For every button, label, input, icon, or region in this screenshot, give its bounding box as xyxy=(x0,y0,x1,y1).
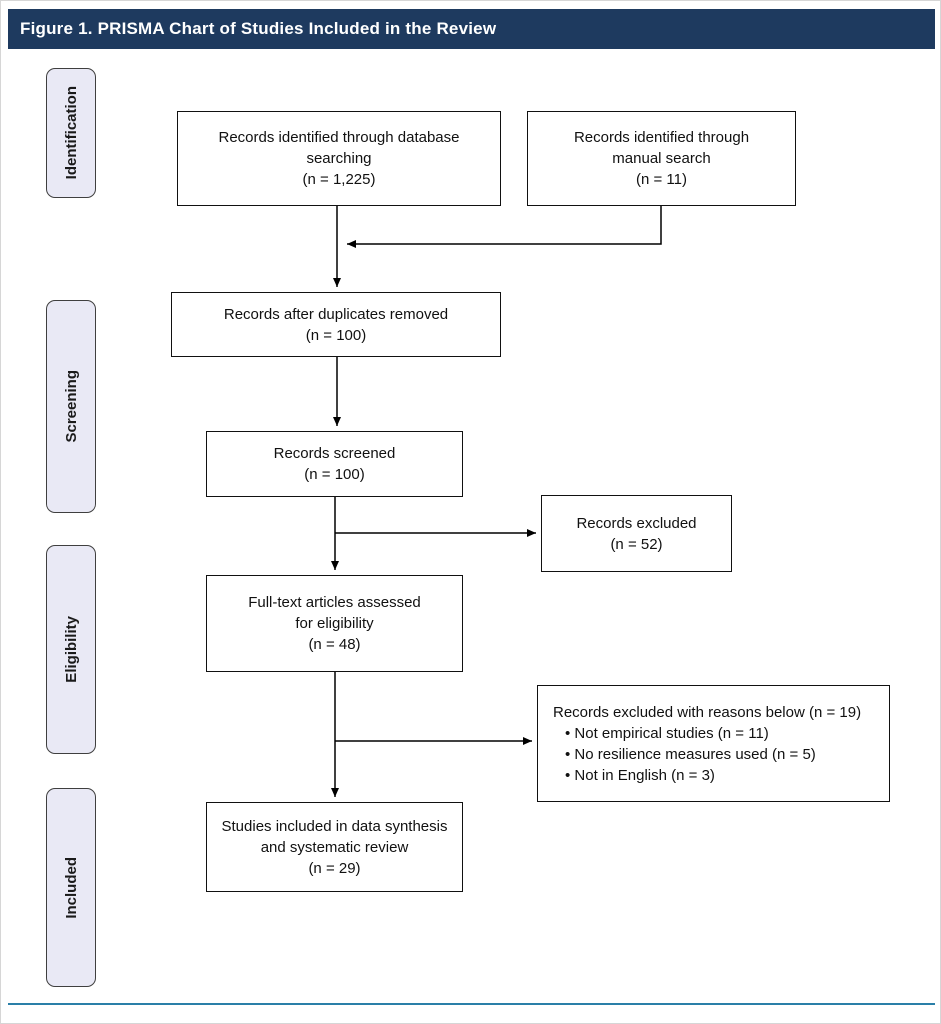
box-fulltext-assessed xyxy=(206,575,463,672)
figure-title: Figure 1. PRISMA Chart of Studies Included in the Review xyxy=(20,19,497,38)
stage-included xyxy=(46,788,96,987)
box-excluded-reason-1: • Not empirical studies (n = 11) xyxy=(565,724,769,742)
box-manual-search xyxy=(527,111,796,206)
box-excluded-with-reasons-heading: Records excluded with reasons below (n = 19) xyxy=(553,703,862,721)
box-manual-search-line1: Records identified through xyxy=(573,129,750,146)
box-database-searching-line2: searching xyxy=(306,150,372,167)
box-records-screened xyxy=(206,431,463,497)
footer-rule xyxy=(8,1003,935,1005)
box-manual-search-count: (n = 11) xyxy=(636,171,687,188)
stage-screening xyxy=(46,300,96,513)
box-studies-included xyxy=(206,802,463,892)
box-fulltext-assessed-count: (n = 48) xyxy=(308,636,361,653)
box-studies-included-line2: and systematic review xyxy=(260,838,409,856)
stage-screening-label: Screening xyxy=(62,370,80,443)
stage-identification xyxy=(46,68,96,198)
box-studies-included-line1: Studies included in data synthesis xyxy=(221,817,448,835)
box-duplicates-removed-line1: Records after duplicates removed xyxy=(223,305,449,323)
stage-eligibility xyxy=(46,545,96,754)
box-fulltext-assessed-line2: for eligibility xyxy=(295,615,374,632)
box-records-screened-line1: Records screened xyxy=(273,445,396,462)
box-manual-search-line2: manual search xyxy=(612,150,711,167)
stage-identification-label: Identification xyxy=(62,86,80,180)
box-studies-included-count: (n = 29) xyxy=(308,859,361,877)
box-duplicates-removed-count: (n = 100) xyxy=(305,326,367,344)
stage-eligibility-label: Eligibility xyxy=(62,616,80,683)
box-records-screened-count: (n = 100) xyxy=(304,466,365,483)
box-excluded-reason-3: • Not in English (n = 3) xyxy=(565,766,715,784)
figure-title-bar xyxy=(8,9,935,49)
box-records-excluded-count: (n = 52) xyxy=(610,535,663,553)
box-excluded-reason-2: • No resilience measures used (n = 5) xyxy=(565,745,816,763)
box-records-excluded xyxy=(541,495,732,572)
box-duplicates-removed xyxy=(171,292,501,357)
box-database-searching-line1: Records identified through database xyxy=(218,129,460,146)
box-fulltext-assessed-line1: Full-text articles assessed xyxy=(248,594,421,611)
box-excluded-with-reasons xyxy=(537,685,890,802)
box-database-searching xyxy=(177,111,501,206)
box-database-searching-count: (n = 1,225) xyxy=(302,171,376,188)
box-records-excluded-line1: Records excluded xyxy=(576,514,697,532)
stage-included-label: Included xyxy=(62,856,80,919)
